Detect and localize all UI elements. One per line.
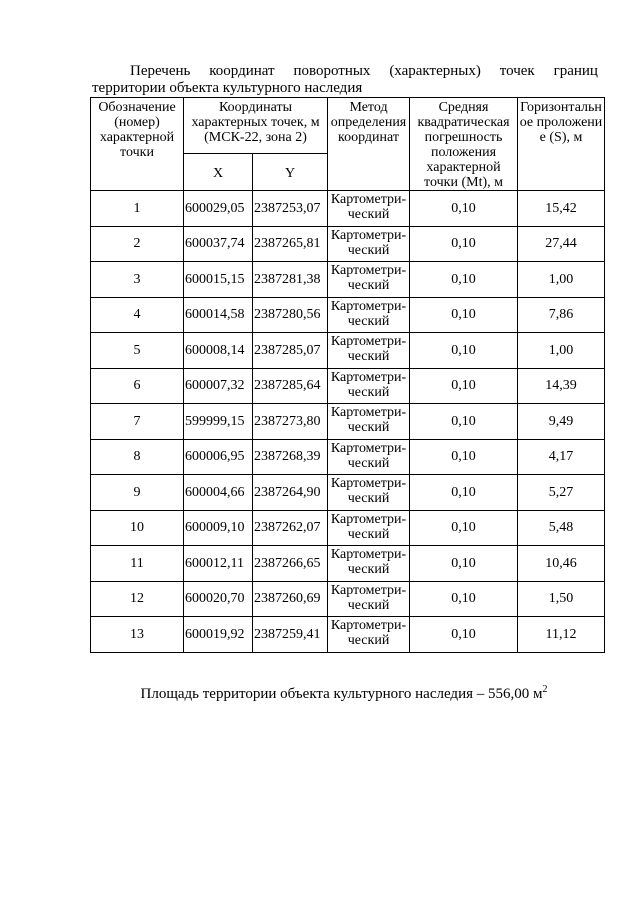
title-word: поворотных [293, 63, 371, 79]
table-header [91, 98, 605, 191]
x-coordinate-cell: 600019,92 [184, 617, 253, 653]
y-coordinate-cell: 2387260,69 [253, 581, 328, 617]
x-coordinate-cell: 600004,66 [184, 475, 253, 511]
horizontal-distance-cell: 1,50 [518, 581, 605, 617]
method-cell: Картометри-ческий [328, 368, 410, 404]
y-coordinate-cell: 2387265,81 [253, 226, 328, 262]
title-word: координат [209, 63, 275, 79]
horizontal-distance-cell: 11,12 [518, 617, 605, 653]
error-cell: 0,10 [410, 546, 518, 582]
horizontal-distance-cell: 1,00 [518, 333, 605, 369]
table-row [91, 404, 605, 440]
y-coordinate-cell: 2387262,07 [253, 510, 328, 546]
method-cell: Картометри-ческий [328, 191, 410, 227]
y-coordinate-cell: 2387273,80 [253, 404, 328, 440]
y-coordinate-cell: 2387266,65 [253, 546, 328, 582]
header-horizontal: Горизонтальное проложение (S), м [518, 98, 605, 191]
method-cell: Картометри-ческий [328, 262, 410, 298]
x-coordinate-cell: 600009,10 [184, 510, 253, 546]
horizontal-distance-cell: 1,00 [518, 262, 605, 298]
error-cell: 0,10 [410, 617, 518, 653]
y-coordinate-cell: 2387280,56 [253, 297, 328, 333]
x-coordinate-cell: 600020,70 [184, 581, 253, 617]
header-point: Обозначение (номер) характерной точки [91, 98, 184, 191]
point-number-cell: 7 [91, 404, 184, 440]
y-coordinate-cell: 2387281,38 [253, 262, 328, 298]
area-text: Площадь территории объекта культурного наследия – 556,00 м [140, 686, 543, 702]
area-unit-superscript: 2 [542, 684, 548, 695]
method-cell: Картометри-ческий [328, 510, 410, 546]
x-coordinate-cell: 600012,11 [184, 546, 253, 582]
table-row [91, 368, 605, 404]
error-cell: 0,10 [410, 333, 518, 369]
point-number-cell: 6 [91, 368, 184, 404]
title-word: (характерных) [389, 63, 481, 79]
x-coordinate-cell: 600007,32 [184, 368, 253, 404]
x-coordinate-cell: 599999,15 [184, 404, 253, 440]
point-number-cell: 12 [91, 581, 184, 617]
title-word: границ [553, 63, 598, 79]
error-cell: 0,10 [410, 297, 518, 333]
error-cell: 0,10 [410, 191, 518, 227]
horizontal-distance-cell: 5,27 [518, 475, 605, 511]
header-x: X [184, 154, 253, 191]
point-number-cell: 3 [91, 262, 184, 298]
error-cell: 0,10 [410, 581, 518, 617]
header-y: Y [253, 154, 328, 191]
point-number-cell: 4 [91, 297, 184, 333]
error-cell: 0,10 [410, 404, 518, 440]
table-body [91, 191, 605, 653]
method-cell: Картометри-ческий [328, 546, 410, 582]
point-number-cell: 11 [91, 546, 184, 582]
x-coordinate-cell: 600006,95 [184, 439, 253, 475]
title-line-2: территории объекта культурного наследия [92, 80, 363, 96]
horizontal-distance-cell: 14,39 [518, 368, 605, 404]
table-row [91, 510, 605, 546]
point-number-cell: 8 [91, 439, 184, 475]
method-cell: Картометри-ческий [328, 617, 410, 653]
error-cell: 0,10 [410, 368, 518, 404]
x-coordinate-cell: 600014,58 [184, 297, 253, 333]
method-cell: Картометри-ческий [328, 581, 410, 617]
table-row [91, 581, 605, 617]
y-coordinate-cell: 2387253,07 [253, 191, 328, 227]
y-coordinate-cell: 2387285,64 [253, 368, 328, 404]
table-row [91, 546, 605, 582]
y-coordinate-cell: 2387285,07 [253, 333, 328, 369]
error-cell: 0,10 [410, 262, 518, 298]
table-row [91, 297, 605, 333]
coordinates-table [90, 97, 605, 653]
horizontal-distance-cell: 27,44 [518, 226, 605, 262]
title-word: точек [499, 63, 535, 79]
horizontal-distance-cell: 9,49 [518, 404, 605, 440]
table-row [91, 226, 605, 262]
header-coordinates: Координаты характерных точек, м (МСК-22, зона 2) [184, 98, 328, 154]
document-title [92, 63, 598, 97]
error-cell: 0,10 [410, 510, 518, 546]
x-coordinate-cell: 600029,05 [184, 191, 253, 227]
point-number-cell: 10 [91, 510, 184, 546]
y-coordinate-cell: 2387268,39 [253, 439, 328, 475]
point-number-cell: 5 [91, 333, 184, 369]
method-cell: Картометри-ческий [328, 226, 410, 262]
table-row [91, 617, 605, 653]
point-number-cell: 13 [91, 617, 184, 653]
table-row [91, 475, 605, 511]
point-number-cell: 9 [91, 475, 184, 511]
y-coordinate-cell: 2387264,90 [253, 475, 328, 511]
title-line-1 [92, 63, 598, 80]
x-coordinate-cell: 600008,14 [184, 333, 253, 369]
horizontal-distance-cell: 10,46 [518, 546, 605, 582]
header-error: Средняя квадратическая погрешность положения характерной точки (Mt), м [410, 98, 518, 191]
table-row [91, 333, 605, 369]
point-number-cell: 1 [91, 191, 184, 227]
error-cell: 0,10 [410, 475, 518, 511]
title-word: Перечень [130, 63, 191, 79]
method-cell: Картометри-ческий [328, 439, 410, 475]
point-number-cell: 2 [91, 226, 184, 262]
x-coordinate-cell: 600037,74 [184, 226, 253, 262]
x-coordinate-cell: 600015,15 [184, 262, 253, 298]
header-method: Метод определения координат [328, 98, 410, 191]
table-row [91, 191, 605, 227]
error-cell: 0,10 [410, 226, 518, 262]
horizontal-distance-cell: 4,17 [518, 439, 605, 475]
method-cell: Картометри-ческий [328, 333, 410, 369]
method-cell: Картометри-ческий [328, 475, 410, 511]
method-cell: Картометри-ческий [328, 297, 410, 333]
error-cell: 0,10 [410, 439, 518, 475]
horizontal-distance-cell: 5,48 [518, 510, 605, 546]
area-statement [0, 686, 640, 703]
table-row [91, 262, 605, 298]
y-coordinate-cell: 2387259,41 [253, 617, 328, 653]
table-row [91, 439, 605, 475]
method-cell: Картометри-ческий [328, 404, 410, 440]
horizontal-distance-cell: 15,42 [518, 191, 605, 227]
horizontal-distance-cell: 7,86 [518, 297, 605, 333]
